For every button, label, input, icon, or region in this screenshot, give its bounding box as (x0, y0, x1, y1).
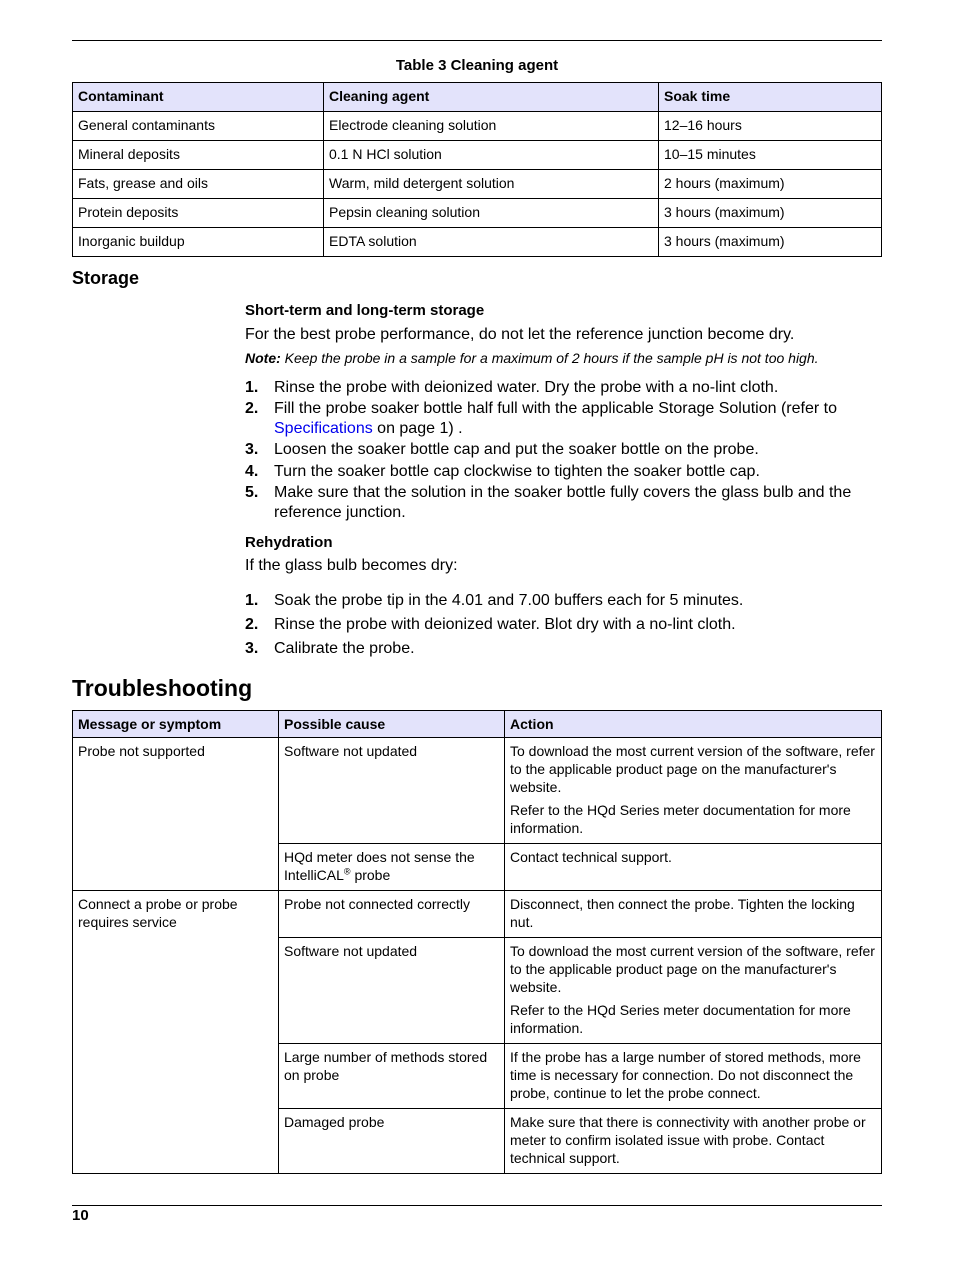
table-cell: Pepsin cleaning solution (324, 199, 659, 228)
table-row (73, 141, 882, 170)
cause-cell (279, 844, 505, 891)
action-cell: Make sure that there is connectivity with another probe or meter to confirm isolated issue with probe. Contact technical support. (505, 1109, 882, 1174)
column-header: Action (505, 711, 882, 738)
cause-cell: Software not updated (279, 738, 505, 844)
table-cell: 3 hours (maximum) (659, 228, 882, 257)
troubleshooting-table (72, 710, 882, 1174)
specifications-link[interactable]: Specifications (274, 420, 373, 437)
action-paragraph: To download the most current version of the software, refer to the applicable product page on the manufacturer's website. (510, 943, 875, 995)
table-cell: 3 hours (maximum) (659, 199, 882, 228)
storage-note (245, 350, 819, 366)
top-rule (72, 40, 882, 41)
step-text: Loosen the soaker bottle cap and put the soaker bottle on the probe. (274, 441, 759, 458)
table-caption: Table 3 Cleaning agent (395, 57, 559, 74)
step-number: 2. (245, 400, 259, 417)
cause-cell: Large number of methods stored on probe (279, 1044, 505, 1109)
action-paragraph: To download the most current version of the software, refer to the applicable product page on the manufacturer's website. (510, 743, 875, 795)
step-number: 3. (245, 441, 259, 458)
list-item (245, 639, 865, 659)
column-header: Soak time (659, 83, 882, 112)
registered-mark: ® (343, 866, 351, 877)
table-cell: Electrode cleaning solution (324, 112, 659, 141)
rehydration-steps (245, 591, 865, 659)
list-item (245, 462, 865, 482)
table-row (73, 170, 882, 199)
cause-cell: Software not updated (279, 938, 505, 1044)
step-text: Calibrate the probe. (274, 640, 415, 657)
step-number: 4. (245, 463, 259, 480)
column-header: Cleaning agent (324, 83, 659, 112)
cause-text: HQd meter does not sense the IntelliCAL (284, 849, 475, 883)
step-text: Rinse the probe with deionized water. Blot dry with a no-lint cloth. (274, 616, 736, 633)
note-text: Keep the probe in a sample for a maximum of 2 hours if the sample pH is not too high. (280, 350, 819, 366)
action-cell (505, 738, 882, 844)
step-number: 1. (245, 592, 259, 609)
storage-intro: For the best probe performance, do not let the reference junction become dry. (245, 326, 795, 343)
symptom-cell: Probe not supported (73, 738, 279, 891)
action-cell (505, 938, 882, 1044)
list-item (245, 440, 865, 460)
step-number: 2. (245, 616, 259, 633)
list-item (245, 615, 865, 635)
bottom-rule (72, 1205, 882, 1206)
cause-text-tail: probe (350, 867, 391, 883)
table-cell: 2 hours (maximum) (659, 170, 882, 199)
note-label: Note: (245, 350, 281, 366)
table-row (73, 199, 882, 228)
action-cell: If the probe has a large number of stored methods, more time is necessary for connection. Do not disconnect the probe, continue to let the probe connect. (505, 1044, 882, 1109)
rehydration-intro: If the glass bulb becomes dry: (245, 557, 458, 574)
action-cell: Contact technical support. (505, 844, 882, 891)
table-cell: EDTA solution (324, 228, 659, 257)
table-cell: Fats, grease and oils (73, 170, 324, 199)
list-item (245, 483, 865, 523)
symptom-cell: Connect a probe or probe requires service (73, 891, 279, 1174)
table-cell: 12–16 hours (659, 112, 882, 141)
page-number: 10 (72, 1207, 89, 1224)
storage-subheading: Short-term and long-term storage (245, 302, 485, 319)
table-cell: 10–15 minutes (659, 141, 882, 170)
step-text: Make sure that the solution in the soaker bottle fully covers the glass bulb and the reference junction. (274, 484, 852, 521)
table-row (73, 112, 882, 141)
storage-heading: Storage (72, 268, 140, 288)
cause-cell: Damaged probe (279, 1109, 505, 1174)
step-text-tail: on page 1) . (372, 420, 463, 437)
table-row (73, 228, 882, 257)
table-row (73, 891, 882, 938)
table-header-row (73, 83, 882, 112)
list-item (245, 399, 865, 439)
action-paragraph: Refer to the HQd Series meter documentation for more information. (510, 802, 851, 836)
step-text: Fill the probe soaker bottle half full with the applicable Storage Solution (refer to (274, 400, 837, 417)
table-cell: Mineral deposits (73, 141, 324, 170)
table-cell: 0.1 N HCl solution (324, 141, 659, 170)
table-cell: Warm, mild detergent solution (324, 170, 659, 199)
step-text: Rinse the probe with deionized water. Dry the probe with a no-lint cloth. (274, 379, 779, 396)
list-item (245, 378, 865, 398)
column-header: Possible cause (279, 711, 505, 738)
troubleshooting-heading: Troubleshooting (72, 675, 253, 701)
step-text: Turn the soaker bottle cap clockwise to tighten the soaker bottle cap. (274, 463, 760, 480)
step-number: 3. (245, 640, 259, 657)
action-cell: Disconnect, then connect the probe. Tighten the locking nut. (505, 891, 882, 938)
rehydration-subheading: Rehydration (245, 534, 333, 551)
storage-steps (245, 378, 865, 523)
table-cell: Protein deposits (73, 199, 324, 228)
list-item (245, 591, 865, 611)
table-cell: Inorganic buildup (73, 228, 324, 257)
column-header: Message or symptom (73, 711, 279, 738)
table-cell: General contaminants (73, 112, 324, 141)
cleaning-agent-table (72, 82, 882, 257)
step-number: 1. (245, 379, 259, 396)
action-paragraph: Refer to the HQd Series meter documentation for more information. (510, 1002, 851, 1036)
step-text: Soak the probe tip in the 4.01 and 7.00 buffers each for 5 minutes. (274, 592, 744, 609)
table-row (73, 738, 882, 844)
column-header: Contaminant (73, 83, 324, 112)
table-header-row (73, 711, 882, 738)
step-number: 5. (245, 484, 259, 501)
cause-cell: Probe not connected correctly (279, 891, 505, 938)
